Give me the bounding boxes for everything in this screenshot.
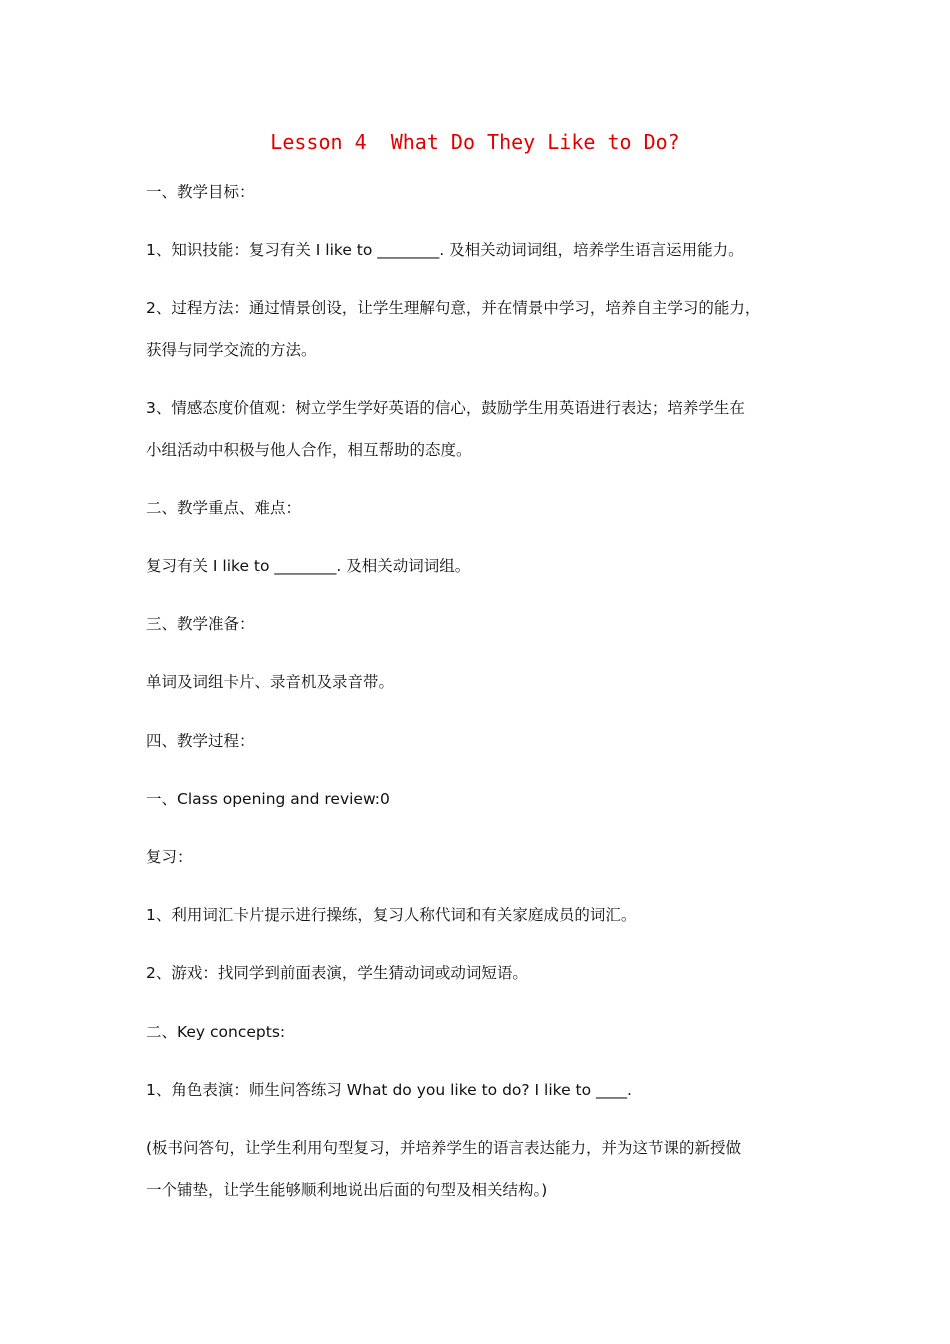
note-line-2: 一个铺垫，让学生能够顺利地说出后面的句型及相关结构。) <box>146 1181 548 1199</box>
preparation-text: 单词及词组卡片、录音机及录音带。 <box>146 673 395 691</box>
objective-attitude-line-1: 3、情感态度价值观：树立学生学好英语的信心，鼓励学生用英语进行表达；培养学生在 <box>146 399 745 417</box>
review-item-2: 2、游戏：找同学到前面表演，学生猜动词或动词短语。 <box>146 964 528 982</box>
review-heading: 复习： <box>146 848 193 866</box>
objective-knowledge: 1、知识技能：复习有关 I like to ________. 及相关动词词组，培养学生语言运用能力。 <box>146 241 744 259</box>
key-concepts-item-1: 1、角色表演：师生问答练习 What do you like to do? I like to ____. <box>146 1081 632 1099</box>
lesson-title: Lesson 4 What Do They Like to Do? <box>270 130 680 154</box>
process-step-key-concepts: 二、Key concepts: <box>146 1023 286 1041</box>
objective-process-line-2: 获得与同学交流的方法。 <box>146 341 317 359</box>
key-points-text: 复习有关 I like to ________. 及相关动词词组。 <box>146 557 471 575</box>
note-line-1: (板书问答句，让学生利用句型复习，并培养学生的语言表达能力，并为这节课的新授做 <box>146 1139 742 1157</box>
section-heading-key-points: 二、教学重点、难点： <box>146 499 302 517</box>
review-item-1: 1、利用词汇卡片提示进行操练，复习人称代词和有关家庭成员的词汇。 <box>146 906 637 924</box>
section-heading-preparation: 三、教学准备： <box>146 615 255 633</box>
section-heading-objectives: 一、教学目标： <box>146 183 255 201</box>
objective-attitude-line-2: 小组活动中积极与他人合作，相互帮助的态度。 <box>146 441 472 459</box>
process-step-opening: 一、Class opening and review:0 <box>146 790 390 808</box>
section-heading-process: 四、教学过程： <box>146 732 255 750</box>
objective-process-line-1: 2、过程方法：通过情景创设，让学生理解句意，并在情景中学习，培养自主学习的能力， <box>146 299 761 317</box>
